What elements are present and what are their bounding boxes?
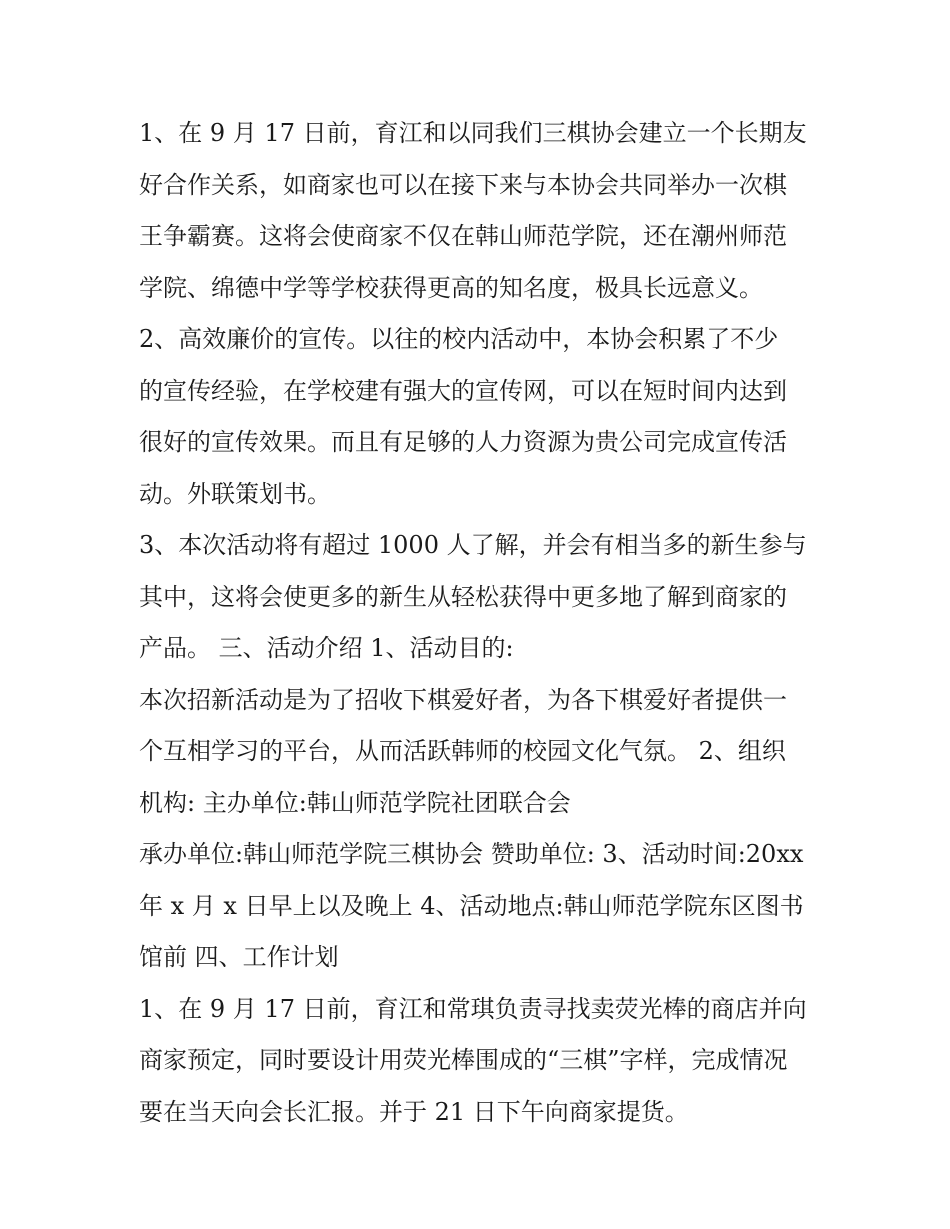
text-line: 年 x 月 x 日早上以及晚上 4、活动地点:韩山师范学院东区图书: [139, 891, 804, 920]
text-line: 很好的宣传效果。而且有足够的人力资源为贵公司完成宣传活: [139, 428, 787, 456]
text-line: 动。外联策划书。: [139, 479, 331, 508]
text-line: 要在当天向会长汇报。并于 21 日下午向商家提货。: [139, 1097, 689, 1126]
text-line: 2、高效廉价的宣传。以往的校内活动中，本协会积累了不少: [139, 325, 779, 353]
text-line: 好合作关系，如商家也可以在接下来与本协会共同举办一次棋: [139, 170, 787, 199]
text-line: 本次招新活动是为了招收下棋爱好者，为各下棋爱好者提供一: [139, 685, 787, 714]
text-line: 商家预定，同时要设计用荧光棒围成的“三棋”字样，完成情况: [139, 1046, 788, 1074]
text-line: 1、在 9 月 17 日前，育江和以同我们三棋协会建立一个长期友: [139, 119, 807, 147]
text-line: 承办单位:韩山师范学院三棋协会 赞助单位: 3、活动时间:20xx: [139, 840, 804, 868]
text-line: 产品。 三、活动介绍 1、活动目的:: [139, 634, 514, 662]
text-line: 的宣传经验，在学校建有强大的宣传网，可以在短时间内达到: [139, 376, 787, 405]
text-line: 1、在 9 月 17 日前，育江和常琪负责寻找卖荧光棒的商店并向: [139, 994, 807, 1023]
text-line: 个互相学习的平台，从而活跃韩师的校园文化气氛。 2、组织: [139, 737, 786, 765]
text-line: 学院、绵德中学等学校获得更高的知名度，极具长远意义。: [139, 273, 763, 302]
text-line: 馆前 四、工作计划: [139, 943, 339, 971]
text-line: 3、本次活动将有超过 1000 人了解，并会有相当多的新生参与: [139, 531, 807, 559]
text-line: 机构: 主办单位:韩山师范学院社团联合会: [139, 788, 571, 817]
document-body: [139, 108, 819, 1138]
text-line: 王争霸赛。这将会使商家不仅在韩山师范学院，还在潮州师范: [139, 222, 787, 250]
text-line: 其中，这将会使更多的新生从轻松获得中更多地了解到商家的: [139, 582, 787, 611]
